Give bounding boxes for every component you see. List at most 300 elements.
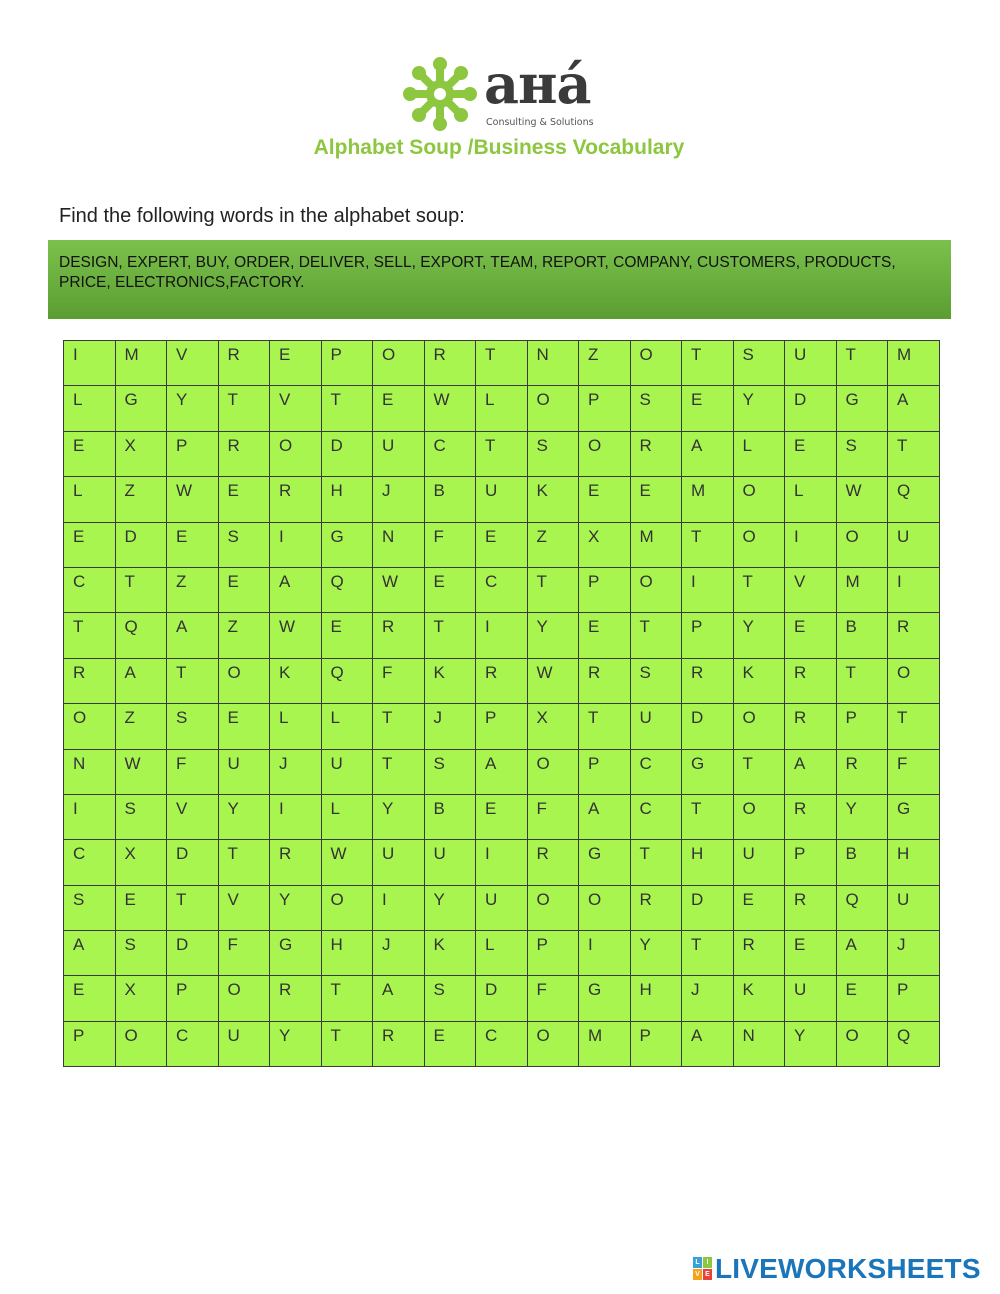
grid-cell[interactable]: R [476,658,528,703]
grid-cell[interactable]: R [270,976,322,1021]
grid-cell[interactable]: A [579,794,631,839]
grid-cell[interactable]: S [836,431,888,476]
grid-cell[interactable]: V [167,341,219,386]
grid-cell[interactable]: U [218,749,270,794]
grid-cell[interactable]: T [321,976,373,1021]
grid-cell[interactable]: W [836,477,888,522]
grid-cell[interactable]: W [270,613,322,658]
grid-cell[interactable]: K [527,477,579,522]
grid-cell[interactable]: U [476,885,528,930]
grid-cell[interactable]: J [373,931,425,976]
grid-cell[interactable]: P [836,704,888,749]
grid-cell[interactable]: J [888,931,940,976]
grid-cell[interactable]: D [167,931,219,976]
logo-tagline: Consulting & Solutions [486,117,594,128]
grid-cell[interactable]: E [218,704,270,749]
grid-cell[interactable]: I [270,522,322,567]
grid-cell[interactable]: D [682,885,734,930]
grid-cell[interactable]: E [218,567,270,612]
grid-cell[interactable]: F [424,522,476,567]
grid-cell[interactable]: P [64,1021,116,1066]
grid-cell[interactable]: L [270,704,322,749]
grid-cell[interactable]: T [167,658,219,703]
grid-cell[interactable]: D [682,704,734,749]
grid-cell[interactable]: Q [888,477,940,522]
grid-cell[interactable]: E [785,613,837,658]
grid-cell[interactable]: O [888,658,940,703]
grid-cell[interactable]: Y [733,386,785,431]
grid-cell[interactable]: I [476,840,528,885]
grid-cell[interactable]: Y [218,794,270,839]
grid-cell[interactable]: F [218,931,270,976]
grid-cell[interactable]: Z [218,613,270,658]
grid-cell[interactable]: E [64,431,116,476]
grid-cell[interactable]: O [115,1021,167,1066]
grid-cell[interactable]: K [733,658,785,703]
grid-cell[interactable]: P [579,386,631,431]
grid-cell[interactable]: T [888,704,940,749]
grid-cell[interactable]: E [836,976,888,1021]
grid-cell[interactable]: N [733,1021,785,1066]
grid-cell[interactable]: E [733,885,785,930]
instruction-text: Find the following words in the alphabet soup: [59,205,465,227]
grid-cell[interactable]: W [424,386,476,431]
grid-cell[interactable]: S [64,885,116,930]
grid-cell[interactable]: Z [527,522,579,567]
grid-cell[interactable]: R [785,885,837,930]
grid-cell[interactable]: L [321,794,373,839]
grid-cell[interactable]: M [579,1021,631,1066]
grid-cell[interactable]: E [579,613,631,658]
grid-cell[interactable]: O [527,885,579,930]
grid-cell[interactable]: S [424,976,476,1021]
grid-cell[interactable]: U [888,522,940,567]
grid-row [64,794,940,839]
grid-cell[interactable]: A [888,386,940,431]
grid-cell[interactable]: F [888,749,940,794]
grid-row [64,749,940,794]
grid-cell[interactable]: R [527,840,579,885]
grid-cell[interactable]: O [579,431,631,476]
grid-cell[interactable]: T [115,567,167,612]
grid-row [64,567,940,612]
grid-cell[interactable]: T [682,794,734,839]
grid-cell[interactable]: U [733,840,785,885]
grid-cell[interactable]: S [527,431,579,476]
grid-cell[interactable]: X [115,976,167,1021]
grid-cell[interactable]: R [682,658,734,703]
grid-cell[interactable]: A [785,749,837,794]
grid-cell[interactable]: T [682,931,734,976]
grid-cell[interactable]: R [785,658,837,703]
grid-cell[interactable]: Z [115,477,167,522]
grid-cell[interactable]: L [733,431,785,476]
grid-cell[interactable]: T [527,567,579,612]
grid-cell[interactable]: P [579,749,631,794]
grid-cell[interactable]: T [167,885,219,930]
grid-cell[interactable]: X [527,704,579,749]
grid-cell[interactable]: E [64,976,116,1021]
grid-cell[interactable]: D [167,840,219,885]
grid-cell[interactable]: F [527,976,579,1021]
grid-cell[interactable]: E [64,522,116,567]
grid-cell[interactable]: R [888,613,940,658]
grid-cell[interactable]: L [476,386,528,431]
grid-cell[interactable]: B [836,613,888,658]
grid-cell[interactable]: I [476,613,528,658]
grid-cell[interactable]: Y [167,386,219,431]
grid-cell[interactable]: V [218,885,270,930]
grid-cell[interactable]: T [836,341,888,386]
grid-cell[interactable]: R [218,431,270,476]
grid-cell[interactable]: O [270,431,322,476]
grid-cell[interactable]: I [64,794,116,839]
grid-cell[interactable]: K [270,658,322,703]
grid-cell[interactable]: I [270,794,322,839]
grid-cell[interactable]: P [167,976,219,1021]
grid-cell[interactable]: T [888,431,940,476]
grid-cell[interactable]: T [733,567,785,612]
grid-cell[interactable]: S [630,386,682,431]
grid-cell[interactable]: M [115,341,167,386]
grid-cell[interactable]: F [373,658,425,703]
grid-cell[interactable]: L [476,931,528,976]
grid-cell[interactable]: S [424,749,476,794]
grid-cell[interactable]: W [321,840,373,885]
grid-cell[interactable]: C [167,1021,219,1066]
grid-cell[interactable]: E [785,931,837,976]
grid-cell[interactable]: U [321,749,373,794]
grid-cell[interactable]: E [424,567,476,612]
grid-cell[interactable]: Y [424,885,476,930]
grid-cell[interactable]: Q [888,1021,940,1066]
grid-cell[interactable]: A [64,931,116,976]
grid-cell[interactable]: T [424,613,476,658]
grid-cell[interactable]: H [321,477,373,522]
grid-cell[interactable]: T [476,431,528,476]
grid-cell[interactable]: O [733,522,785,567]
grid-cell[interactable]: H [321,931,373,976]
badge-letter: I [703,1257,712,1268]
grid-cell[interactable]: R [836,749,888,794]
grid-cell[interactable]: D [115,522,167,567]
grid-cell[interactable]: G [115,386,167,431]
grid-cell[interactable]: R [373,613,425,658]
grid-row [64,386,940,431]
grid-cell[interactable]: L [785,477,837,522]
grid-cell[interactable]: O [733,794,785,839]
grid-cell[interactable]: O [373,341,425,386]
grid-cell[interactable]: J [373,477,425,522]
grid-cell[interactable]: R [579,658,631,703]
grid-row [64,431,940,476]
grid-cell[interactable]: W [167,477,219,522]
grid-cell[interactable]: P [579,567,631,612]
grid-cell[interactable]: M [682,477,734,522]
grid-row [64,613,940,658]
grid-cell[interactable]: D [321,431,373,476]
grid-cell[interactable]: E [630,477,682,522]
grid-cell[interactable]: B [424,794,476,839]
grid-cell[interactable]: A [682,1021,734,1066]
word-bank-list: DESIGN, EXPERT, BUY, ORDER, DELIVER, SELL, EXPORT, TEAM, REPORT, COMPANY, CUSTOMERS, PRODUCTS, PRICE, ELECTRONICS,FACTORY. [59,254,896,291]
grid-cell[interactable]: E [321,613,373,658]
grid-cell[interactable]: N [64,749,116,794]
grid-cell[interactable]: C [64,567,116,612]
grid-cell[interactable]: E [682,386,734,431]
grid-cell[interactable]: P [888,976,940,1021]
grid-row [64,885,940,930]
grid-cell[interactable]: Y [527,613,579,658]
grid-cell[interactable]: R [785,704,837,749]
grid-cell[interactable]: C [476,567,528,612]
grid-cell[interactable]: T [476,341,528,386]
grid-cell[interactable]: O [836,522,888,567]
grid-cell[interactable]: U [373,431,425,476]
badge-letter: L [693,1257,702,1268]
grid-cell[interactable]: E [115,885,167,930]
grid-cell[interactable]: E [476,522,528,567]
grid-cell[interactable]: I [888,567,940,612]
badge-letter: V [693,1269,702,1280]
grid-row [64,840,940,885]
grid-cell[interactable]: C [630,794,682,839]
grid-cell[interactable]: O [733,477,785,522]
grid-cell[interactable]: K [424,658,476,703]
grid-cell[interactable]: U [373,840,425,885]
grid-cell[interactable]: T [218,840,270,885]
grid-cell[interactable]: K [424,931,476,976]
grid-cell[interactable]: A [167,613,219,658]
grid-cell[interactable]: O [527,1021,579,1066]
grid-cell[interactable]: Q [321,567,373,612]
grid-cell[interactable]: L [64,386,116,431]
badge-letter: E [703,1269,712,1280]
grid-cell[interactable]: I [64,341,116,386]
grid-cell[interactable]: O [527,749,579,794]
grid-cell[interactable]: W [373,567,425,612]
grid-cell[interactable]: F [167,749,219,794]
grid-cell[interactable]: T [218,386,270,431]
grid-cell[interactable]: V [167,794,219,839]
grid-cell[interactable]: G [579,976,631,1021]
grid-cell[interactable]: T [630,613,682,658]
grid-cell[interactable]: T [64,613,116,658]
grid-cell[interactable]: Z [167,567,219,612]
grid-cell[interactable]: E [785,431,837,476]
grid-cell[interactable]: S [115,794,167,839]
grid-cell[interactable]: D [785,386,837,431]
grid-cell[interactable]: E [373,386,425,431]
grid-cell[interactable]: Z [579,341,631,386]
grid-cell[interactable]: O [733,704,785,749]
grid-row [64,1021,940,1066]
grid-cell[interactable]: U [888,885,940,930]
grid-cell[interactable]: S [218,522,270,567]
grid-cell[interactable]: O [321,885,373,930]
page-title: Alphabet Soup /Business Vocabulary [313,136,685,159]
grid-cell[interactable]: G [682,749,734,794]
grid-cell[interactable]: Z [115,704,167,749]
grid-cell[interactable]: U [476,477,528,522]
grid-cell[interactable]: I [373,885,425,930]
grid-cell[interactable]: X [115,431,167,476]
grid-cell[interactable]: O [630,341,682,386]
grid-cell[interactable]: R [64,658,116,703]
grid-cell[interactable]: Y [630,931,682,976]
grid-cell[interactable]: T [373,749,425,794]
grid-row [64,341,940,386]
grid-cell[interactable]: E [218,477,270,522]
grid-cell[interactable]: U [218,1021,270,1066]
grid-cell[interactable]: I [579,931,631,976]
grid-cell[interactable]: C [476,1021,528,1066]
grid-cell[interactable]: S [115,931,167,976]
grid-cell[interactable]: K [733,976,785,1021]
grid-cell[interactable]: Y [270,885,322,930]
grid-cell[interactable]: Q [115,613,167,658]
word-search-grid [63,340,940,1067]
grid-cell[interactable]: N [527,341,579,386]
liveworksheets-badge-icon [693,1257,713,1281]
grid-cell[interactable]: P [630,1021,682,1066]
grid-cell[interactable]: I [682,567,734,612]
grid-cell[interactable]: E [424,1021,476,1066]
grid-cell[interactable]: L [321,704,373,749]
grid-cell[interactable]: Q [321,658,373,703]
grid-cell[interactable]: G [888,794,940,839]
grid-cell[interactable]: W [527,658,579,703]
grid-cell[interactable]: O [579,885,631,930]
grid-cell[interactable]: V [785,567,837,612]
grid-cell[interactable]: M [836,567,888,612]
grid-cell[interactable]: R [270,477,322,522]
grid-cell[interactable]: T [733,749,785,794]
grid-row [64,976,940,1021]
grid-cell[interactable]: Y [270,1021,322,1066]
grid-cell[interactable]: A [836,931,888,976]
grid-cell[interactable]: T [682,522,734,567]
grid-cell[interactable]: A [270,567,322,612]
grid-cell[interactable]: C [64,840,116,885]
grid-cell[interactable]: E [476,794,528,839]
grid-cell[interactable]: R [424,341,476,386]
grid-cell[interactable]: F [527,794,579,839]
logo-wordmark: aнá [484,52,591,116]
grid-cell[interactable]: P [167,431,219,476]
grid-cell[interactable]: H [888,840,940,885]
grid-cell[interactable]: J [424,704,476,749]
grid-cell[interactable]: H [630,976,682,1021]
grid-cell[interactable]: S [167,704,219,749]
grid-cell[interactable]: P [527,931,579,976]
grid-cell[interactable]: W [115,749,167,794]
grid-cell[interactable]: U [785,976,837,1021]
grid-cell[interactable]: O [527,386,579,431]
grid-cell[interactable]: B [836,840,888,885]
grid-cell[interactable]: O [218,658,270,703]
grid-cell[interactable]: J [270,749,322,794]
grid-cell[interactable]: R [630,885,682,930]
grid-cell[interactable]: Q [836,885,888,930]
grid-cell[interactable]: P [321,341,373,386]
word-bank-banner [48,240,951,319]
grid-cell[interactable]: G [579,840,631,885]
grid-cell[interactable]: G [270,931,322,976]
grid-cell[interactable]: G [836,386,888,431]
grid-cell[interactable]: P [476,704,528,749]
grid-row [64,477,940,522]
grid-cell[interactable]: R [270,840,322,885]
grid-cell[interactable]: R [218,341,270,386]
grid-cell[interactable]: C [630,749,682,794]
grid-cell[interactable]: N [373,522,425,567]
grid-row [64,704,940,749]
grid-cell[interactable]: O [836,1021,888,1066]
grid-cell[interactable]: U [424,840,476,885]
grid-cell[interactable]: A [682,431,734,476]
grid-cell[interactable]: Y [733,613,785,658]
grid-cell[interactable]: R [733,931,785,976]
grid-cell[interactable]: E [579,477,631,522]
grid-cell[interactable]: H [682,840,734,885]
grid-cell[interactable]: C [424,431,476,476]
grid-cell[interactable]: O [630,567,682,612]
grid-cell[interactable]: O [218,976,270,1021]
grid-cell[interactable]: O [64,704,116,749]
grid-cell[interactable]: T [630,840,682,885]
grid-cell[interactable]: U [785,341,837,386]
grid-cell[interactable]: T [373,704,425,749]
grid-cell[interactable]: A [373,976,425,1021]
grid-cell[interactable]: G [321,522,373,567]
grid-cell[interactable]: U [630,704,682,749]
grid-cell[interactable]: B [424,477,476,522]
grid-cell[interactable]: Y [373,794,425,839]
grid-cell[interactable]: R [630,431,682,476]
grid-cell[interactable]: R [785,794,837,839]
grid-cell[interactable]: T [321,386,373,431]
aha-gear-logo-icon [402,56,478,132]
grid-cell[interactable]: Y [836,794,888,839]
grid-cell[interactable]: T [836,658,888,703]
grid-cell[interactable]: V [270,386,322,431]
grid-row [64,522,940,567]
grid-cell[interactable]: D [476,976,528,1021]
grid-cell[interactable]: I [785,522,837,567]
grid-cell[interactable]: E [270,341,322,386]
grid-cell[interactable]: T [321,1021,373,1066]
grid-cell[interactable]: S [630,658,682,703]
grid-cell[interactable]: T [682,341,734,386]
grid-cell[interactable]: P [682,613,734,658]
grid-cell[interactable]: A [115,658,167,703]
grid-cell[interactable]: M [630,522,682,567]
grid-cell[interactable]: E [167,522,219,567]
grid-cell[interactable]: X [115,840,167,885]
grid-cell[interactable]: A [476,749,528,794]
grid-cell[interactable]: P [785,840,837,885]
grid-cell[interactable]: M [888,341,940,386]
grid-cell[interactable]: Y [785,1021,837,1066]
grid-cell[interactable]: T [579,704,631,749]
grid-cell[interactable]: S [733,341,785,386]
grid-cell[interactable]: J [682,976,734,1021]
grid-cell[interactable]: X [579,522,631,567]
grid-cell[interactable]: R [373,1021,425,1066]
aha-logo [402,52,602,132]
grid-cell[interactable]: L [64,477,116,522]
